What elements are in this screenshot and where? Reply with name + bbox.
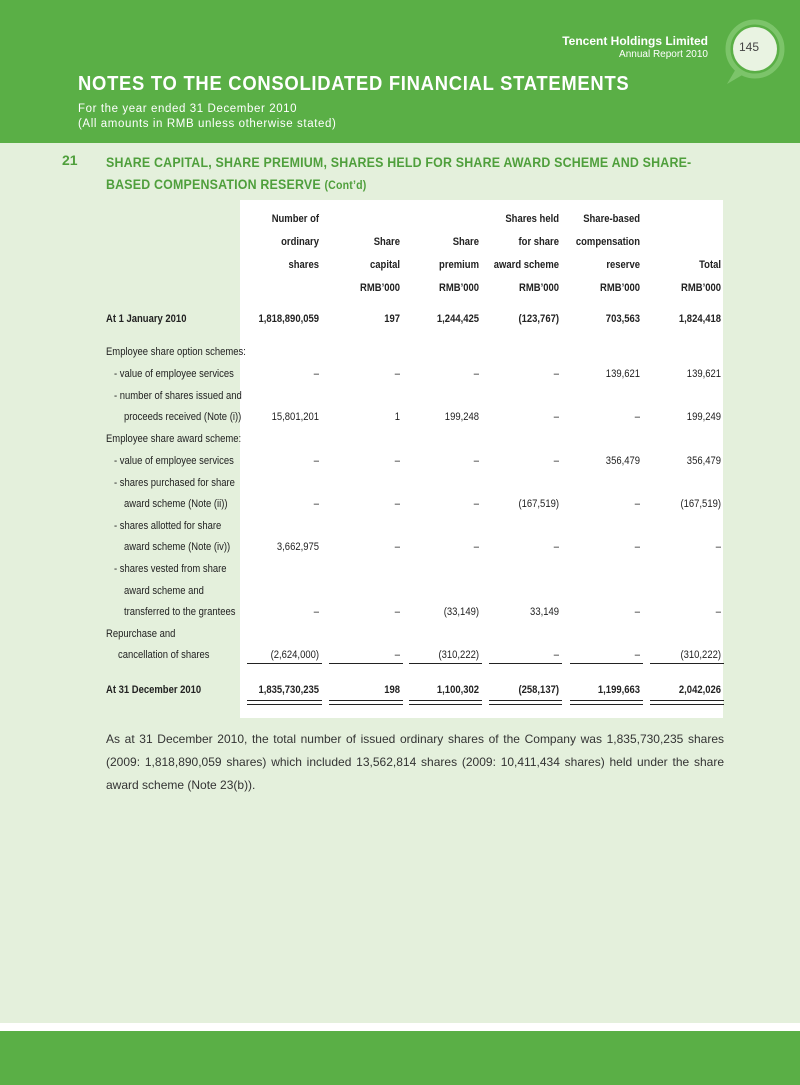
section-title-text: SHARE CAPITAL, SHARE PREMIUM, SHARES HELD FOR SHARE AWARD SCHEME AND SHARE-BASED COMPENSATION RESERVE: [106, 155, 692, 192]
total-rule: [489, 704, 562, 705]
table-cell: 3,662,975: [276, 541, 319, 553]
table-cell: –: [553, 411, 559, 423]
note-paragraph: As at 31 December 2010, the total number of issued ordinary shares of the Company was 1,835,730,235 shares (2009: 1,818,890,059 shares) which included 13,562,814 shares (2009: 10,411,434 shares) held under the share award scheme (Note 23(b)).: [106, 732, 724, 792]
table-cell: –: [553, 649, 559, 661]
page-footer: [0, 1031, 800, 1085]
row-label: award scheme and: [124, 585, 204, 597]
subtotal-rule: [329, 663, 403, 664]
table-cell: –: [634, 606, 640, 618]
row-label: At 1 January 2010: [106, 313, 187, 325]
table-cell: –: [634, 498, 640, 510]
table-cell: 139,621: [686, 368, 721, 380]
table-cell: 199,249: [686, 411, 721, 423]
table-cell: –: [394, 606, 400, 618]
row-label: Employee share option schemes:: [106, 346, 246, 358]
table-cell: 1,244,425: [436, 313, 479, 325]
table-cell: –: [715, 606, 721, 618]
table-cell: –: [394, 455, 400, 467]
page-number: 145: [738, 40, 760, 54]
column-header: Shares held: [505, 213, 559, 225]
table-cell: –: [473, 541, 479, 553]
total-rule: [247, 704, 322, 705]
subtotal-rule: [247, 663, 322, 664]
table-cell: (167,519): [518, 498, 559, 510]
table-cell: –: [313, 498, 319, 510]
row-label: award scheme (Note (iv)): [124, 541, 231, 553]
table-cell: –: [473, 498, 479, 510]
table-cell: 1,199,663: [597, 684, 640, 696]
table-cell: (123,767): [518, 313, 559, 325]
subtotal-rule: [570, 663, 643, 664]
table-cell: –: [394, 541, 400, 553]
table-cell: 356,479: [605, 455, 640, 467]
table-cell: –: [313, 368, 319, 380]
subtotal-rule: [650, 663, 724, 664]
table-cell: 356,479: [686, 455, 721, 467]
page-header: [0, 0, 800, 143]
row-label: award scheme (Note (ii)): [124, 498, 228, 510]
row-label: - number of shares issued and: [114, 390, 242, 402]
row-label: proceeds received (Note (i)): [124, 411, 242, 423]
table-cell: (310,222): [438, 649, 479, 661]
total-rule: [650, 700, 724, 701]
table-cell: –: [634, 649, 640, 661]
section-number: 21: [62, 152, 78, 168]
column-header: RMB’000: [600, 282, 640, 294]
table-cell: (2,624,000): [270, 649, 319, 661]
column-header: Share-based: [583, 213, 640, 225]
table-cell: (33,149): [443, 606, 479, 618]
table-cell: –: [715, 541, 721, 553]
table-cell: (310,222): [680, 649, 721, 661]
column-header: reserve: [606, 259, 640, 271]
subtotal-rule: [489, 663, 562, 664]
section-title: [106, 152, 695, 197]
table-cell: –: [394, 498, 400, 510]
column-header: Share: [452, 236, 479, 248]
column-header: RMB’000: [360, 282, 400, 294]
total-rule: [409, 704, 482, 705]
subtotal-rule: [409, 663, 482, 664]
table-cell: (167,519): [680, 498, 721, 510]
table-cell: (258,137): [518, 684, 559, 696]
row-label: cancellation of shares: [118, 649, 210, 661]
table-cell: –: [394, 368, 400, 380]
table-cell: 703,563: [605, 313, 640, 325]
table-cell: 199,248: [444, 411, 479, 423]
table-cell: 139,621: [605, 368, 640, 380]
table-cell: –: [634, 541, 640, 553]
table-cell: 15,801,201: [271, 411, 319, 423]
logo-ring-icon: [720, 18, 792, 90]
column-header: RMB’000: [519, 282, 559, 294]
column-header: RMB’000: [439, 282, 479, 294]
column-header: compensation: [575, 236, 640, 248]
row-label: Repurchase and: [106, 628, 176, 640]
table-cell: –: [473, 455, 479, 467]
table-cell: 1,100,302: [436, 684, 479, 696]
company-name: Tencent Holdings Limited: [562, 34, 708, 48]
table-cell: –: [553, 455, 559, 467]
row-label: - value of employee services: [114, 368, 234, 380]
table-cell: 1,824,418: [678, 313, 721, 325]
total-rule: [570, 700, 643, 701]
table-cell: –: [394, 649, 400, 661]
column-header: premium: [439, 259, 479, 271]
section-contd: (Cont’d): [324, 180, 367, 192]
row-label: Employee share award scheme:: [106, 433, 242, 445]
row-label: - shares purchased for share: [114, 477, 235, 489]
period-subtitle: For the year ended 31 December 2010: [78, 103, 298, 115]
total-rule: [329, 704, 403, 705]
table-cell: –: [553, 541, 559, 553]
table-cell: 198: [384, 684, 400, 696]
table-cell: –: [313, 455, 319, 467]
table-cell: –: [634, 411, 640, 423]
table-cell: –: [553, 368, 559, 380]
total-rule: [409, 700, 482, 701]
total-rule: [489, 700, 562, 701]
total-rule: [650, 704, 724, 705]
table-cell: 197: [384, 313, 400, 325]
row-label: - shares allotted for share: [114, 520, 222, 532]
table-cell: 1,818,890,059: [258, 313, 319, 325]
row-label: transferred to the grantees: [124, 606, 236, 618]
column-header: Total: [699, 259, 721, 271]
total-rule: [329, 700, 403, 701]
document-title: NOTES TO THE CONSOLIDATED FINANCIAL STATEMENTS: [78, 73, 630, 95]
column-header: RMB’000: [681, 282, 721, 294]
column-header: Number of: [271, 213, 319, 225]
table-cell: 1,835,730,235: [258, 684, 319, 696]
row-label: - value of employee services: [114, 455, 234, 467]
table-cell: –: [473, 368, 479, 380]
total-rule: [570, 704, 643, 705]
column-header: capital: [370, 259, 400, 271]
table-cell: 2,042,026: [678, 684, 721, 696]
report-name: Annual Report 2010: [619, 49, 708, 60]
column-header: shares: [288, 259, 319, 271]
column-header: for share: [518, 236, 559, 248]
row-label: At 31 December 2010: [106, 684, 202, 696]
currency-subtitle: (All amounts in RMB unless otherwise stated): [78, 118, 337, 130]
column-header: Share: [373, 236, 400, 248]
table-cell: 1: [394, 411, 400, 423]
total-rule: [247, 700, 322, 701]
table-cell: –: [313, 606, 319, 618]
column-header: award scheme: [493, 259, 559, 271]
column-header: ordinary: [281, 236, 319, 248]
row-label: - shares vested from share: [114, 563, 227, 575]
table-cell: 33,149: [530, 606, 559, 618]
